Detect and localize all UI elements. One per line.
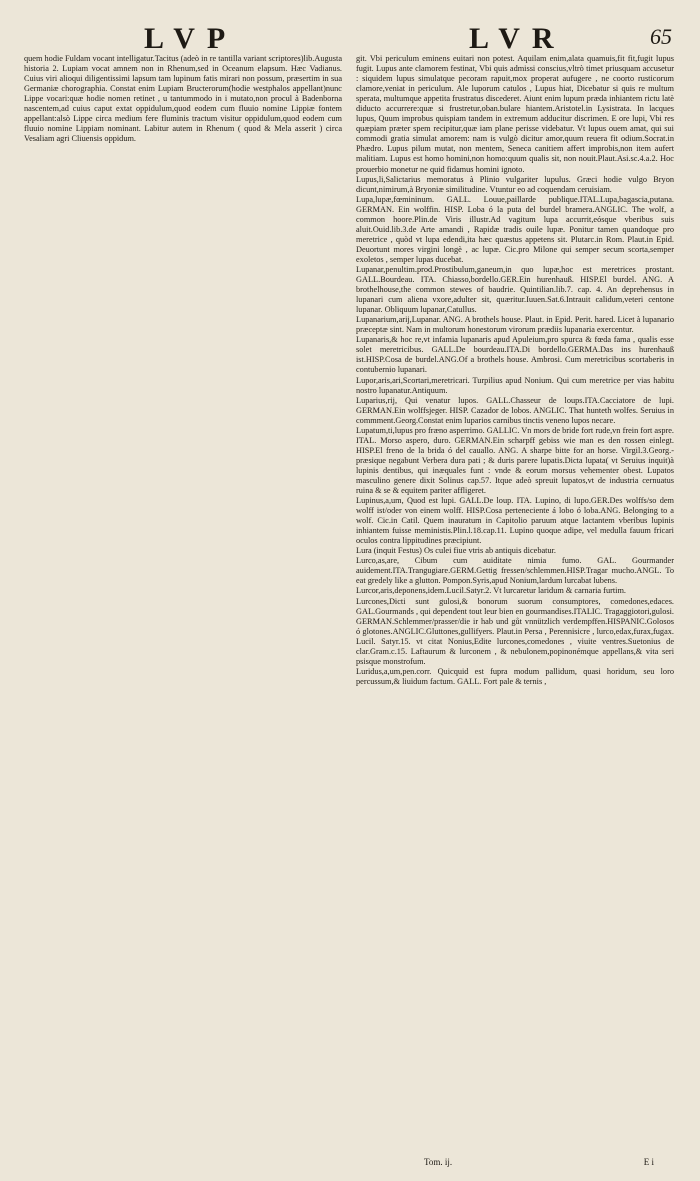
- left-column: [24, 54, 342, 1134]
- signature-mark: Tom. ij.: [424, 1157, 453, 1167]
- running-head-right: LVR: [469, 22, 566, 55]
- right-column: [356, 54, 674, 1134]
- dictionary-entry: Lurcor,aris,deponens,idem.Lucil.Satyr.2. Vt lurcaretur laridum & carnaria furtim.: [356, 586, 626, 596]
- dictionary-entry: Lura (inquit Festus) Os culei fiue vtris ab antiquis dicebatur.: [356, 546, 557, 556]
- text-columns: [24, 54, 678, 1134]
- dictionary-entry: Lurcones,Dicti sunt gulosi,& bonorum suorum consumptores, comedones,edaces. GAL.Gourmands , qui dependent tout leur bien en gourmandises.ITALIC. Tragaggiotori,gulosi. GERMAN.Schlemmer/prasser/die ir hab und gůt vnnützlich verdempffen.HISPANIC.Golosos ó glotones.ANGLIC.Gluttones,gullifyers. Plaut.in Persa , Perennisicre , lurco,edax,furax,fugax. Lucil. Satyr.15. vt citat Nonius,Edite lurcones,comedones , viuite ventres.Suetonius de clar.Gram.c.15. Laftaurum & lurconem , & nebulonem,popinonémque appellans,& vita seri psisque monstrofum.: [356, 596, 674, 666]
- dictionary-entry: Lupanarium,arij,Lupanar. ANG. A brothels house. Plaut. in Epid. Perit. hared. Licet à lupanario præceptæ sint. Nam in multorum honestorum virorum prædiis lupanaria exercentur.: [356, 315, 674, 335]
- dictionary-entry: Lupinus,a,um, Quod est lupi. GALL.De loup. ITA. Lupino, di lupo.GER.Des wolffs/so dem wolff ist/oder von einem wolff. HISP.Cosa perteneciente á lobo ó loba.ANG. Belonging to a wolf. Cic.in Catil. Quem inauratum in Capitolio paruum atque lactantem vberibus lupinis inhiantem fuisse meministis.Plin.l.18.cap.11. Lupino quoque adipe, vel medulla fauum fricari oculos contra lippitudines præcipiunt.: [356, 496, 674, 546]
- page-header: [24, 14, 678, 54]
- running-head-left: LVP: [144, 22, 238, 55]
- dictionary-entry: Lupanar,penultim.prod.Prostibulum,ganeum,in quo lupæ,hoc est meretrices prostant. GALL.Bourdeau. ITA. Chiasso,bordello.GER.Ein hurenhauß. HISP.El burdel. ANG. A brothelhouse,the common stewes of baudrie. Quintilian.lib.7. cap. 4. An deprehensus in lupanari cum aliena vxore,adulter sit, quæritur.Iuuen.Sat.6.Intrauit calidum,veteri centone lupanar. Obliquum lupanar,Catullus.: [356, 264, 674, 315]
- page-footer: [24, 1157, 678, 1173]
- catchword: E i: [643, 1157, 654, 1167]
- dictionary-entry: Lurco,as,are, Cibum cum auiditate nimia fumo. GAL. Gourmander auidement.ITA.Trangugiare.GERM.Gettig fressen/schlemmen.HISP.Tragar mucho.ANGL. To eat gredely like a glutton. Pompon.Syris,apud Nonium,lardum lurcabat lubens.: [356, 556, 674, 586]
- dictionary-entry: Lupatum,ti,lupus pro fræno asperrimo. GALLIC. Vn mors de bride fort rude,vn frein fort aspre. ITAL. Morso aspero, duro. GERMAN.Ein scharpff gebiss wie man es den rossen einlegt. HISP.El freno de la brida ó del cauallo. ANG. A sharpe bitte for an horse. Virgil.3.Georg.-præsique negabunt Verbera dura pati ; & duris parere lupatis.Dicta lupata( vt Seruius inquit)à lupinis dentibus, qui inæquales funt : vnde & eorum morsus vehementer obest. Lupatos masculino genere dixit Solinus cap.57. Itque adeò spreuit lupatos,vt de industria cernuatus ruina & se & equitem pariter affligeret.: [356, 425, 674, 496]
- dictionary-entry: Luridus,a,um,pen.corr. Quicquid est fupra modum pallidum, quasi horidum, seu loro percussum,& liuidum factum. GALL. Fort pale & ternis ,: [356, 666, 674, 686]
- page-number: 65: [650, 24, 672, 49]
- dictionary-entry: Lupa,lupæ,fœmininum. GALL. Louue,paillarde publique.ITAL.Lupa,bagascia,putana. GERMAN. Ein wolffin. HISP. Loba ó la puta del burdel bramera.ANGLIC. The wolf, a common hoore.Plin.de Viris illustr.Ad vagitum lupa accurrit,eósque vberibus suis aluit.Ouid.lib.3.de Arte amandi , Rapidæ tradis ouile lupæ. Ponitur tamen quandoque pro meretrice , quòd vt lupa edendi,ita hæc quæstus appetens sit. Plutarc.in Rom. Plaut.in Epid. Deuortunt mores virgini longè , ac lupæ. Cic.pro Milone qui semper secum scorta,semper exoletos , semper lupas ducebat.: [356, 194, 674, 264]
- dictionary-entry: git. Vbi periculum eminens euitari non potest. Aquilam enim,alata quamuis,fit fit,fugit lupus fugit. Lupus ante clamorem festinat, Vbi quis admissi conscius,vltrò timet priusquam accusetur : siquidem lupus simulatque pecoram rapuit,mox properat aufugere , ne coorto rusticorum clamore,veniat in periculum. Ale luporum catulos , Lupus hiat, Dicebatur si quis re multum sperata, multumque appetita frustratus discederet. Aiunt enim lupum præda inhiantem rictu latè diducto accurrere:quæ si frustretur,oban.bulare hiantem.Aristotel.in Lysistrata. In lacques lupus, Quum improbus quispiam tandem in extremum adducitur discrimen. E ore lupi, Vbi res quæpiam præter spem recipitur,quæ iam plane perisse videbatur. Vt lupus ouem amat, qui sui commodi gratia simulat amorem: nam is vulgò dicitur amor,quum reuera fit odium.Socrat.in Phædro. Lupus pilum mutat, non mentem, Seneca canitiem affert improbis,non item aufert malitiam. Lupus est homo homini,non homo:quum qualis sit, non nouit.Plaut.Asi.sc.4.a.2. Hoc prouerbio monetur ne quid fidamus homini ignoto.: [356, 54, 674, 174]
- dictionary-entry: Lupanaris,& hoc re,vt infamia lupanaris apud Apuleium,pro spurca & fœda fama , qualis esse solet meretricibus. GALL.De bourdeau.ITA.Di bordello.GERMA.Das ins hurenhauß ist.HISP.Cosa de burdel.ANG.Of a brothels house. Ambrosi. Cum meretricibus scortaberis in contubernio lupanari.: [356, 335, 674, 375]
- dictionary-entry: Lupor,aris,ari,Scortari,meretricari. Turpilius apud Nonium. Qui cum meretrice per vias habitu nostro lupanatur.Antiquum.: [356, 375, 674, 395]
- dictionary-entry: quem hodie Fuldam vocant intelligatur.Tacitus (adeò in re tantilla variant scriptores)lib.Augusta historia 2. Lupiam vocat amnem non in Rhenum,sed in Oceanum elapsum. Hæc Vadianus. Cuius viri alioqui diligentissimi lapsum tam lupinum fatis mirari non possum, præsertim in sua Germaniæ chorographia. Constat enim Lupiam Bructerorum(hodie westphalos appellant)nunc Lippe vocari:quæ hodie nomen retinet , u tantummodo in i mutato,non procul à Badenborna nascentem,ad cuius caput extat oppidulum,quod eodem cum fluuio nomine Lippiæ fontem appellant:alsò Lippe circa medium fere fluminis tractum visitur oppidulum,quod eodem cum fluuio nomine Lippiam nominant. Labitur autem in Rhenum ( quod & Mela asserit ) circa Vesaliam agri Cliuensis oppidum.: [24, 54, 342, 144]
- dictionary-entry: Lupus,li,Salictarius memoratus à Plinio vulgariter lupulus. Græci hodie vulgo Bryon dicunt,nimirum,à Bryoniæ similitudine. Vtuntur eo ad coquendam ceruisiam.: [356, 174, 674, 194]
- dictionary-entry: Luparius,rij, Qui venatur lupos. GALL.Chasseur de loups.ITA.Cacciatore de lupi. GERMAN.Ein wolffsjeger. HISP. Cazador de lobos. ANGLIC. That hunteth wolfes. Seruius in commment.Georg.Constat enim luparios carnibus tinctis veneno lupos necare.: [356, 395, 674, 425]
